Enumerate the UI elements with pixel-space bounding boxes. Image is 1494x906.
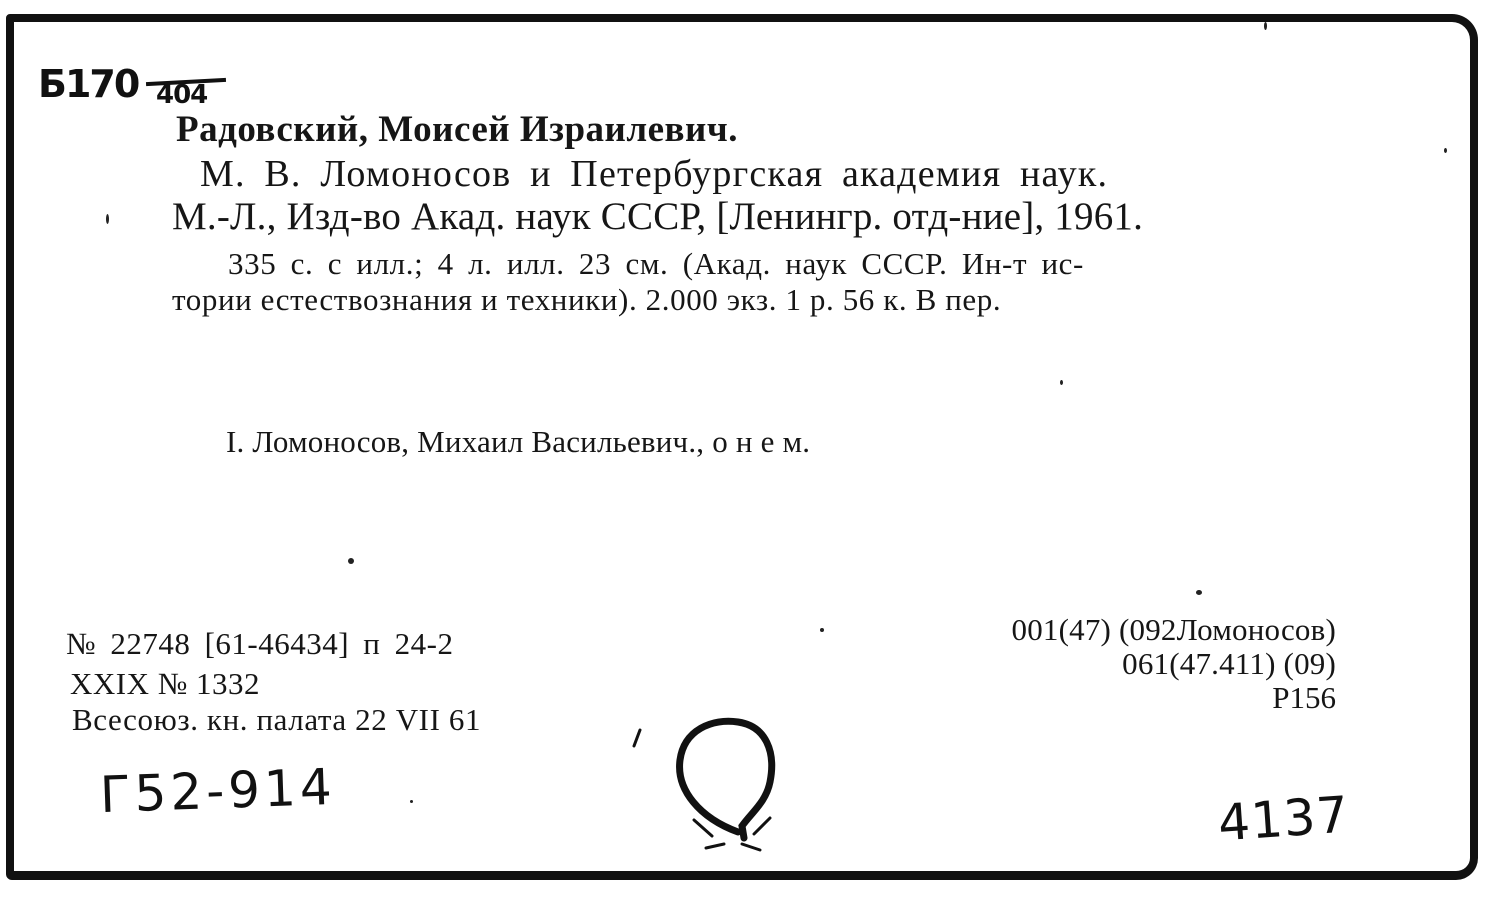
print-speck: [1060, 380, 1063, 385]
imprint-line: М.-Л., Изд-во Акад. наук СССР, [Ленингр. отд-ние], 1961.: [172, 195, 1144, 238]
print-speck: [1444, 148, 1447, 153]
print-speck: [1196, 590, 1202, 595]
print-speck: [1264, 22, 1267, 30]
physical-description-line-1: 335 с. с илл.; 4 л. илл. 23 см. (Акад. наук СССР. Ин-т ис-: [228, 246, 1084, 281]
inventory-number: 404: [156, 80, 208, 110]
print-speck: [820, 628, 824, 632]
udc-line-3: Р156: [1272, 680, 1336, 715]
print-speck: [410, 800, 413, 803]
book-chamber-stamp: Всесоюз. кн. палата 22 VII 61: [72, 702, 482, 737]
title-line: М. В. Ломоносов и Петербургская академия наук.: [200, 153, 1109, 195]
series-number: XXIX № 1332: [70, 666, 261, 701]
record-numbers: № 22748 [61-46434] п 24-2: [66, 626, 454, 661]
udc-line-2: 061(47.411) (09): [1122, 646, 1336, 681]
handwritten-count-number: 4137: [1216, 785, 1352, 853]
udc-line-1: 001(47) (092Ломоносов): [1011, 612, 1336, 647]
physical-description-line-2: тории естествознания и техники). 2.000 экз. 1 р. 56 к. В пер.: [172, 282, 1002, 317]
author-heading: Радовский, Моисей Израилевич.: [176, 109, 738, 150]
print-speck: [106, 214, 109, 224]
shelfmark: Б170: [38, 62, 139, 106]
subject-entry: I. Ломоносов, Михаил Васильевич., о н е м.: [226, 424, 811, 459]
handwritten-register-number: Г52-914: [99, 757, 337, 825]
print-speck: [348, 558, 354, 564]
